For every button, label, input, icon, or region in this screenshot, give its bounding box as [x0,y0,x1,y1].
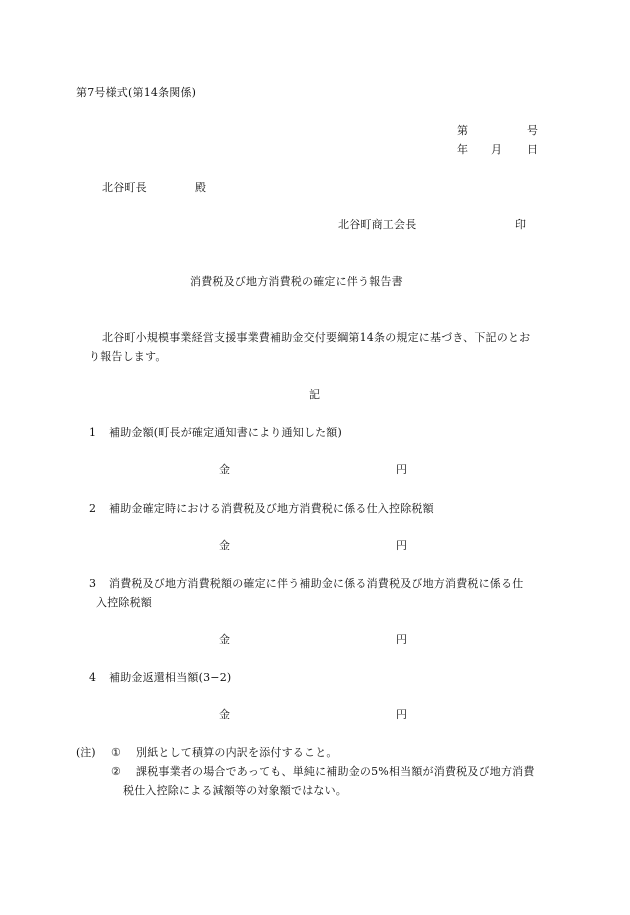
number-prefix: 第 [457,124,468,137]
date-month: 月 [491,143,502,156]
number-suffix: 号 [527,124,538,137]
note-1-text: 別紙として積算の内訳を添付すること。 [136,746,338,759]
item-2-number: 2 [89,502,96,515]
date-day: 日 [527,143,538,156]
addressee-honorific: 殿 [195,181,206,194]
item-3-kin: 金 [219,633,230,646]
note-2-text: 課税事業者の場合であっても、単純に補助金の5%相当額が消費税及び地方消費 [136,765,535,778]
item-3-text-continued: 入控除税額 [96,596,152,609]
document-title: 消費税及び地方消費税の確定に伴う報告書 [190,275,403,288]
item-1-en: 円 [396,463,407,476]
note-2-mark: ② [111,765,121,778]
item-3-en: 円 [396,633,407,646]
item-1-number: 1 [89,426,96,439]
item-1-text: 補助金額(町長が確定通知書により通知した額) [109,426,342,439]
note-2-text-continued: 税仕入控除による減額等の対象額ではない。 [123,784,347,797]
item-4-text: 補助金返還相当額(3−2) [109,671,232,684]
body-line-2: り報告します。 [89,350,167,363]
sender-name: 北谷町商工会長 [338,218,417,231]
item-2-text: 補助金確定時における消費税及び地方消費税に係る仕入控除税額 [109,502,434,515]
item-4-number: 4 [89,671,96,684]
item-4-kin: 金 [219,708,230,721]
addressee-name: 北谷町長 [102,181,147,194]
item-1-kin: 金 [219,463,230,476]
item-3-number: 3 [89,577,96,590]
form-title: 第7号様式(第14条関係) [76,86,197,99]
item-2-en: 円 [396,539,407,552]
date-year: 年 [457,143,468,156]
seal-mark: 印 [515,218,526,231]
notes-label: (注) [76,746,96,759]
ki-heading: 記 [309,388,320,401]
item-4-en: 円 [396,708,407,721]
body-line-1: 北谷町小規模事業経営支援事業費補助金交付要綱第14条の規定に基づき、下記のとお [102,331,531,344]
item-2-kin: 金 [219,539,230,552]
note-1-mark: ① [111,746,121,759]
item-3-text: 消費税及び地方消費税額の確定に伴う補助金に係る消費税及び地方消費税に係る仕 [109,577,524,590]
